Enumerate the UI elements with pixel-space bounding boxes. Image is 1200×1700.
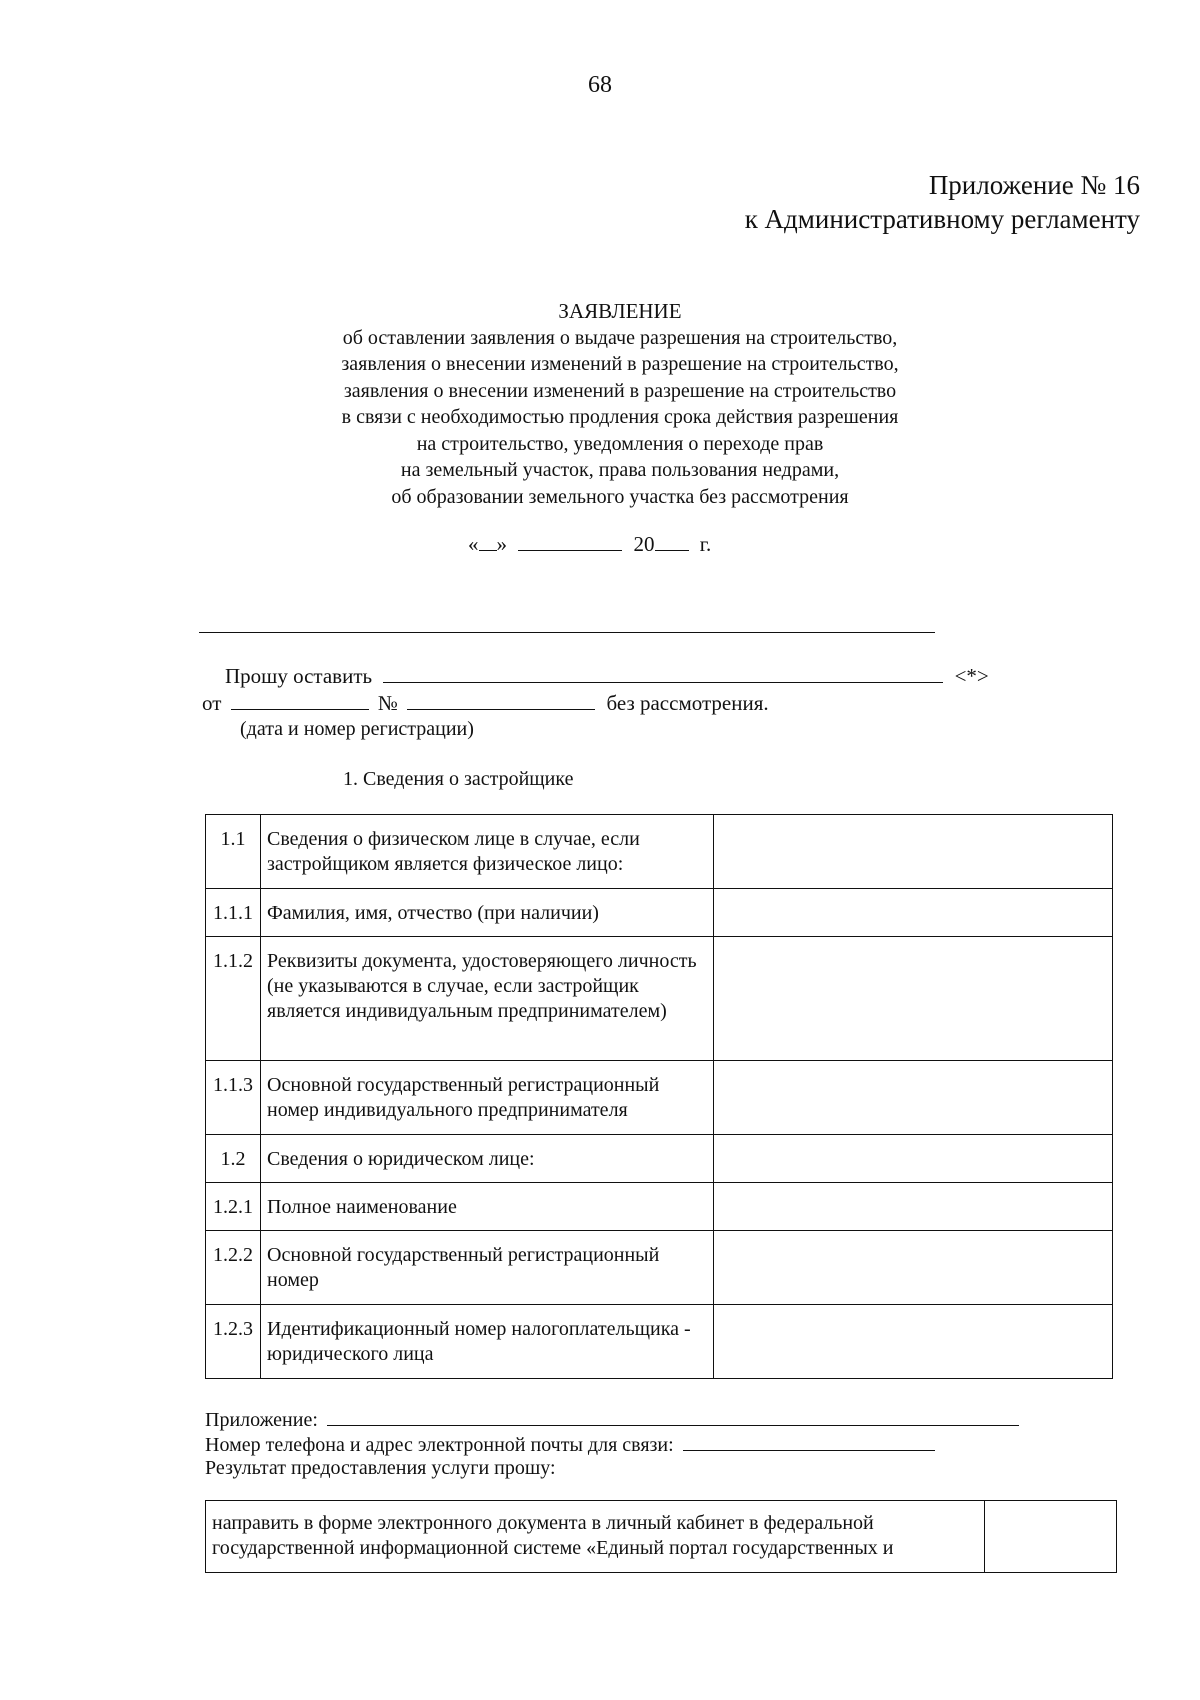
row-number: 1.1.2 — [206, 937, 261, 1061]
row-label: Основной государственный регистрационный номер индивидуального предпринимателя — [261, 1061, 714, 1135]
row-label: Фамилия, имя, отчество (при наличии) — [261, 889, 714, 937]
row-number: 1.2.2 — [206, 1231, 261, 1305]
row-number: 1.1 — [206, 815, 261, 889]
row-label: Сведения о юридическом лице: — [261, 1135, 714, 1183]
row-value-field[interactable] — [714, 1231, 1113, 1305]
year-prefix: 20 — [633, 532, 655, 556]
row-value-field[interactable] — [714, 937, 1113, 1061]
row-value-field[interactable] — [714, 1305, 1113, 1379]
title-line: заявления о внесении изменений в разрешение на строительство — [343, 379, 897, 402]
open-quote: « — [468, 532, 479, 556]
row-label: Реквизиты документа, удостоверяющего личность (не указываются в случае, если застройщик является индивидуальным предпринимателем) — [261, 937, 714, 1061]
row-label: Основной государственный регистрационный номер — [261, 1231, 714, 1305]
contact-label: Номер телефона и адрес электронной почты для связи: — [205, 1434, 674, 1456]
section-title: 1. Сведения о застройщике — [343, 768, 574, 790]
table-row — [206, 1501, 1117, 1573]
from-label: от — [202, 691, 222, 715]
row-number: 1.1.3 — [206, 1061, 261, 1135]
result-label: Результат предоставления услуги прошу: — [205, 1457, 556, 1479]
document-title — [0, 298, 1200, 510]
title-heading: ЗАЯВЛЕНИЕ — [558, 299, 682, 323]
attachment-line — [205, 1407, 1019, 1432]
row-label: Полное наименование — [261, 1183, 714, 1231]
annex-reference: к Административному регламенту — [744, 204, 1140, 234]
attachment-field[interactable] — [327, 1407, 1019, 1426]
developer-info-table — [205, 814, 1113, 1379]
title-line: в связи с необходимостью продления срока действия разрешения — [341, 406, 899, 428]
table-row — [206, 1135, 1113, 1183]
title-line: об оставлении заявления о выдаче разрешения на строительство, — [342, 326, 898, 349]
row-label: Сведения о физическом лице в случае, если застройщиком является физическое лицо: — [261, 815, 714, 889]
registration-line — [202, 691, 769, 716]
row-label: Идентификационный номер налогоплательщика - юридического лица — [261, 1305, 714, 1379]
row-value-field[interactable] — [714, 1183, 1113, 1231]
row-value-field[interactable] — [714, 889, 1113, 937]
annex-header — [745, 168, 1140, 236]
year-suffix: г. — [699, 532, 712, 556]
row-value-field[interactable] — [714, 815, 1113, 889]
request-line — [225, 664, 989, 689]
contact-field[interactable] — [683, 1432, 935, 1451]
table-row — [206, 1061, 1113, 1135]
footnote-mark: <*> — [954, 664, 989, 688]
row-number: 1.1.1 — [206, 889, 261, 937]
registration-hint: (дата и номер регистрации) — [240, 718, 474, 740]
result-options-table — [205, 1500, 1117, 1573]
title-line: на строительство, уведомления о переходе прав — [416, 432, 824, 455]
authority-name-line[interactable] — [199, 632, 935, 633]
title-line: на земельный участок, права пользования недрами, — [400, 459, 840, 481]
table-row — [206, 1231, 1113, 1305]
request-label: Прошу оставить — [225, 664, 373, 688]
title-line: об образовании земельного участка без рассмотрения — [391, 485, 849, 508]
page-number: 68 — [588, 72, 612, 98]
table-row — [206, 1305, 1113, 1379]
date-line — [468, 532, 711, 557]
table-row — [206, 1183, 1113, 1231]
table-row — [206, 889, 1113, 937]
close-quote: » — [496, 532, 507, 556]
month-field[interactable] — [518, 532, 622, 551]
title-line: заявления о внесении изменений в разрешение на строительство, — [341, 353, 899, 375]
result-option-text: направить в форме электронного документа в личный кабинет в федеральной государственной информационной системе «Единый портал государственных и — [206, 1501, 985, 1573]
day-field[interactable] — [479, 532, 497, 551]
row-number: 1.2.1 — [206, 1183, 261, 1231]
application-type-field[interactable] — [383, 664, 943, 683]
annex-number: Приложение № 16 — [928, 170, 1140, 200]
contact-line — [205, 1432, 935, 1457]
result-option-checkbox[interactable] — [985, 1501, 1117, 1573]
year-field[interactable] — [655, 532, 689, 551]
row-number: 1.2 — [206, 1135, 261, 1183]
without-review-label: без рассмотрения. — [606, 691, 769, 715]
row-value-field[interactable] — [714, 1061, 1113, 1135]
attachment-label: Приложение: — [205, 1409, 318, 1431]
table-row — [206, 815, 1113, 889]
row-value-field[interactable] — [714, 1135, 1113, 1183]
registration-number-field[interactable] — [407, 691, 595, 710]
registration-date-field[interactable] — [231, 691, 369, 710]
table-row — [206, 937, 1113, 1061]
number-sign: № — [377, 691, 398, 715]
row-number: 1.2.3 — [206, 1305, 261, 1379]
